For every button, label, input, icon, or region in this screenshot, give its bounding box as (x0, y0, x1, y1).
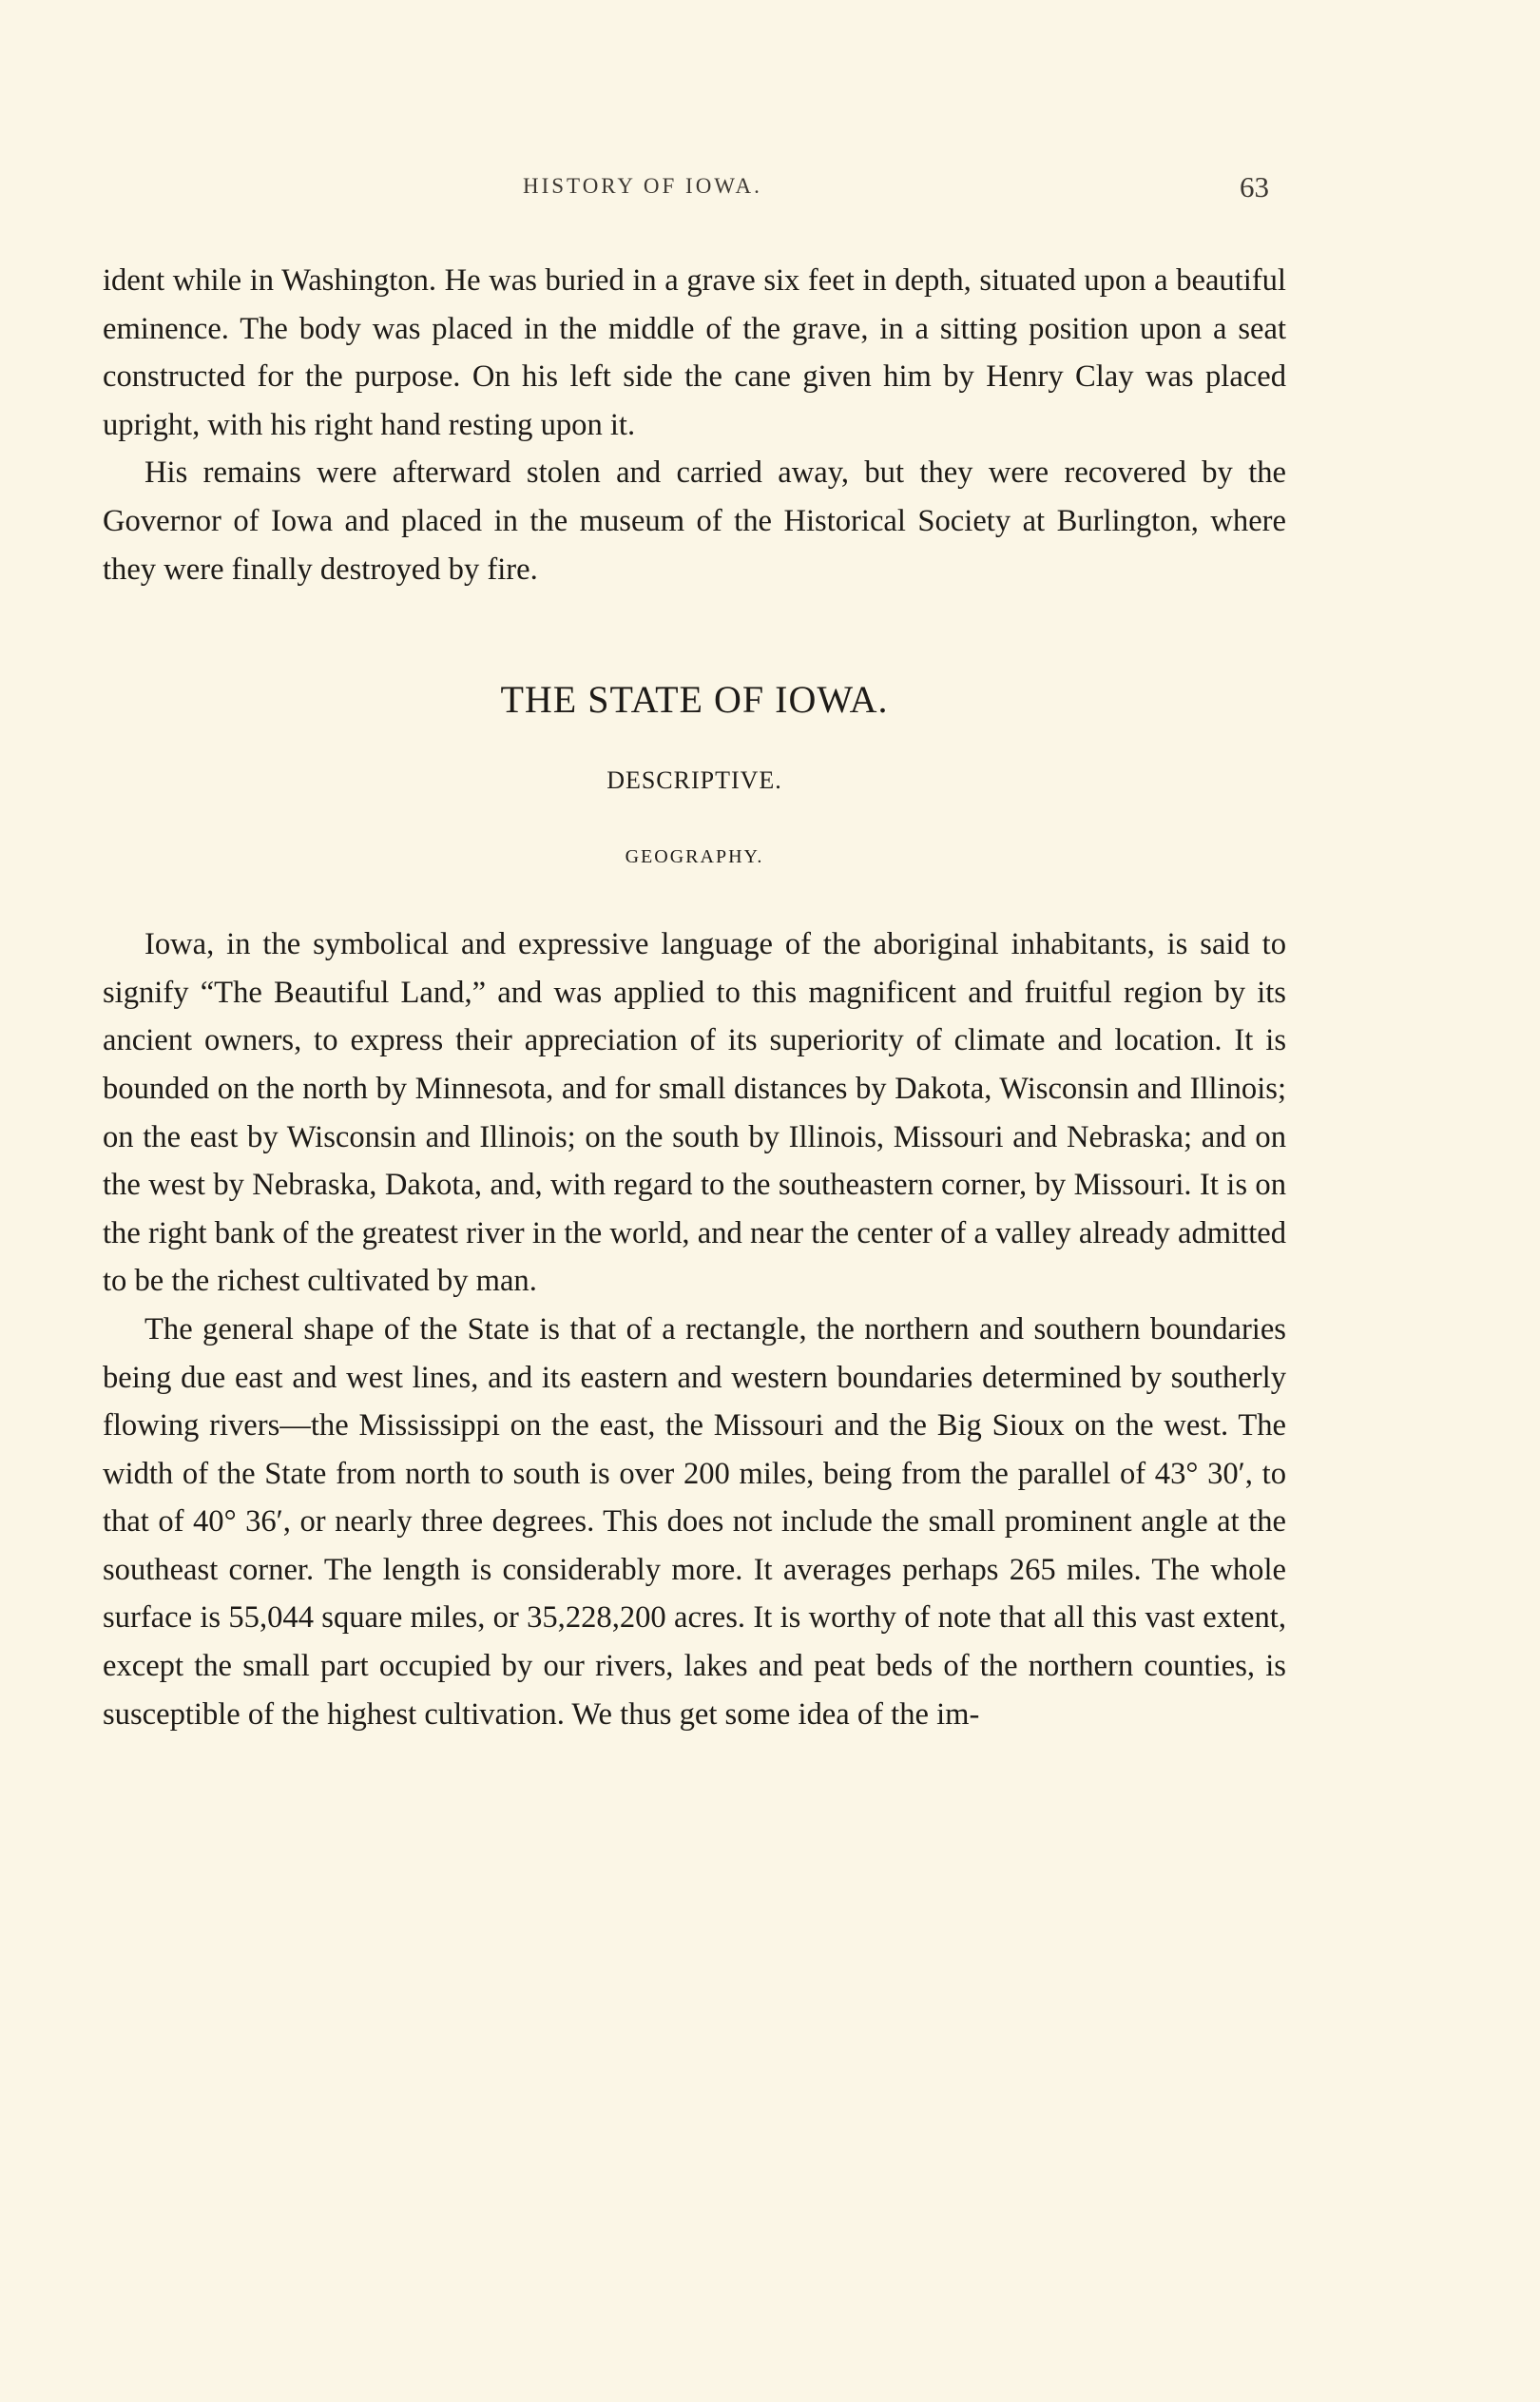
geography-paragraph-shape: The general shape of the State is that of a rectangle, the northern and southern boundaries being due east and west lines, and its eastern and western boundaries determined by southerly flowing rivers—the Mississippi on the east, the Missouri and the Big Sioux on the west. The width of the State from north to south is over 200 miles, being from the parallel of 43° 30′, to that of 40° 36′, or nearly three degrees. This does not include the small prominent angle at the southeast corner. The length is considerably more. It averages perhaps 265 miles. The whole surface is 55,044 square miles, or 35,228,200 acres. It is worthy of note that all this vast extent, except the small part occupied by our rivers, lakes and peat beds of the northern counties, is susceptible of the highest cultivation. We thus get some idea of the im- (103, 1311, 1286, 1732)
geography-paragraph-name: Iowa, in the symbolical and expressive language of the aboriginal inhabitants, is said to signify “The Beautiful Land,” and was applied to this magnificent and fruitful region by its ancient owners, to express their appreciation of its superiority of climate and location. It is bounded on the north by Minnesota, and for small distances by Dakota, Wisconsin and Illinois; on the east by Wisconsin and Illinois; on the south by Illinois, Missouri and Nebraska; and on the west by Nebraska, Dakota, and, with regard to the southeastern corner, by Missouri. It is on the right bank of the greatest river in the world, and near the center of a valley already admitted to be the richest cultivated by man. (103, 927, 1286, 1299)
running-title: HISTORY OF IOWA. (523, 174, 762, 198)
page-body (103, 257, 1286, 1738)
section-title: THE STATE OF IOWA. (500, 678, 889, 722)
section-subheading: GEOGRAPHY. (625, 846, 764, 868)
running-header (0, 170, 1540, 212)
intro-paragraph-remains: His remains were afterward stolen and carried away, but they were recovered by the Governor of Iowa and placed in the museum of the Historical Society at Burlington, where they were finally destroyed by fire. (103, 455, 1286, 587)
page-number: 63 (1240, 170, 1269, 203)
intro-paragraph-continued: ident while in Washington. He was buried in a grave six feet in depth, situated upon a beautiful eminence. The body was placed in the middle of the grave, in a sitting position upon a seat constructed for the purpose. On his left side the cane given him by Henry Clay was placed upright, with his right hand resting upon it. (103, 263, 1286, 442)
section-subtitle: DESCRIPTIVE. (606, 766, 782, 795)
